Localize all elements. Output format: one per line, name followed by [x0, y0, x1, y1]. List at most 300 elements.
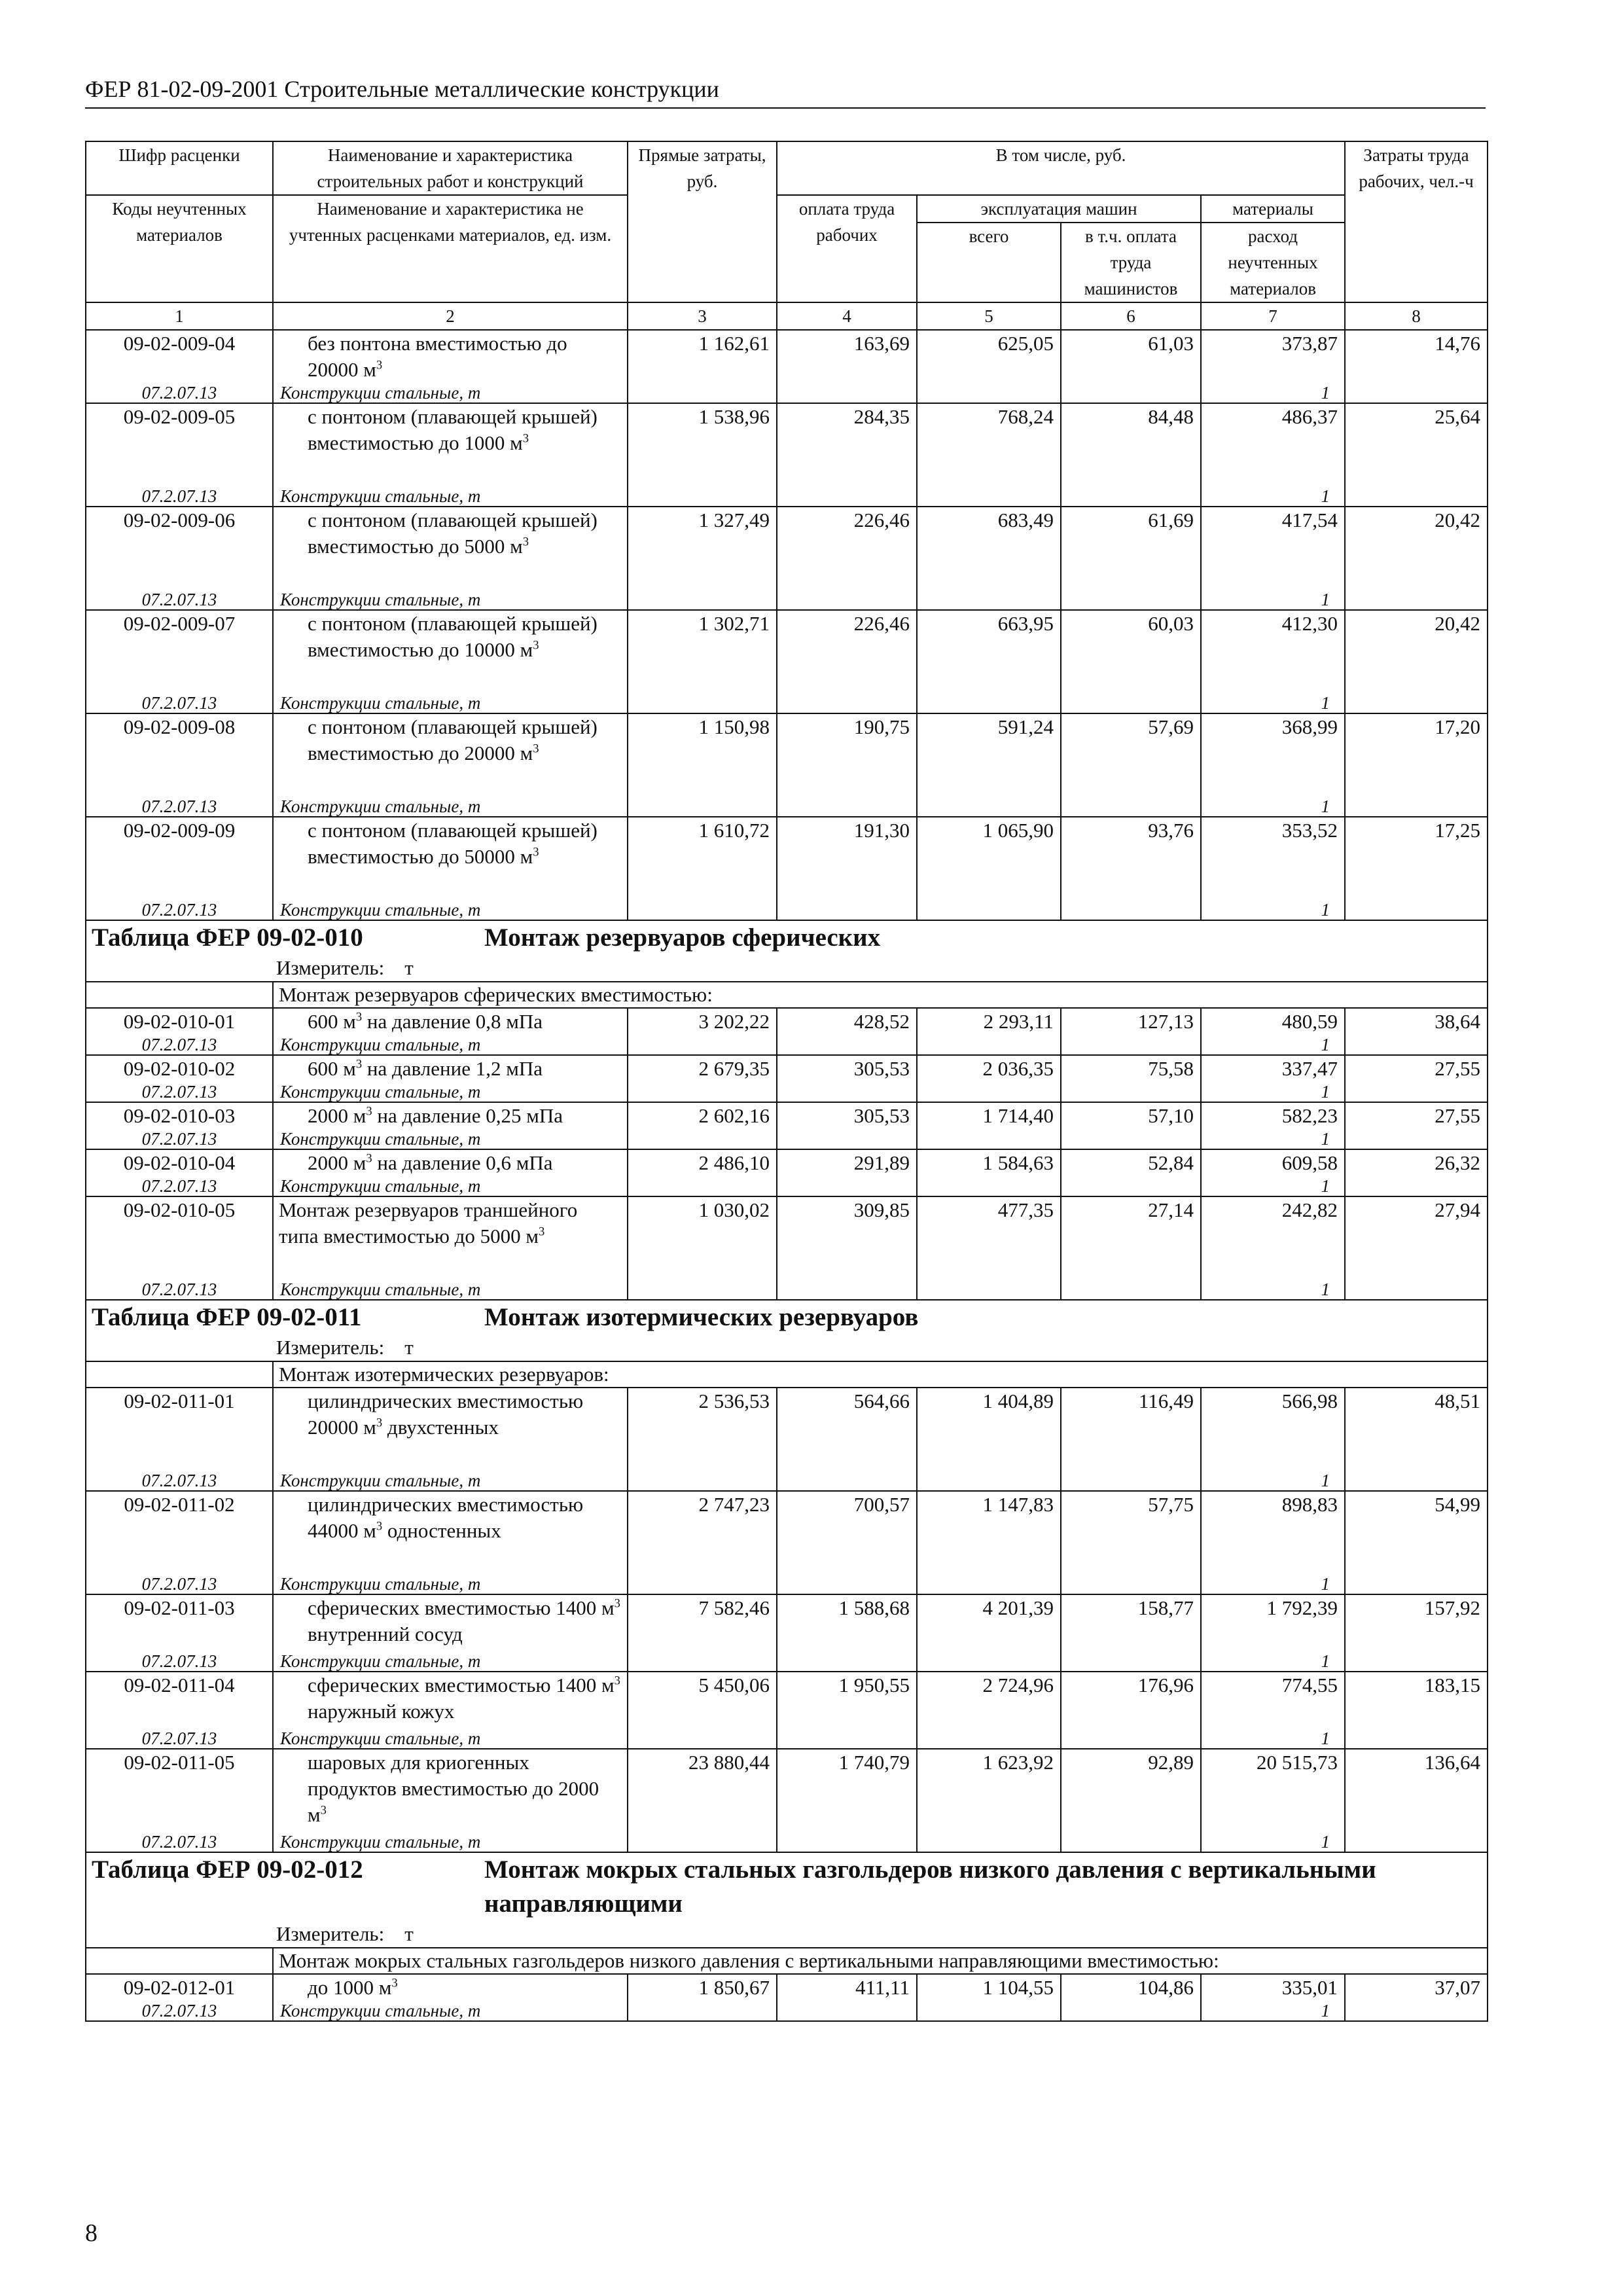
- material-code: 07.2.07.13: [86, 1574, 273, 1594]
- rate-value-c8: 20,42: [1345, 610, 1488, 693]
- empty-cell: [1061, 383, 1201, 403]
- rate-code: 09-02-009-07: [86, 610, 273, 693]
- empty-cell: [917, 900, 1061, 920]
- empty-cell: [628, 1082, 777, 1102]
- rate-value-c7: 368,99: [1201, 713, 1345, 797]
- rate-value-c8: 17,25: [1345, 817, 1488, 900]
- material-name: Конструкции стальные, т: [273, 2001, 628, 2021]
- rate-value-c7: 480,59: [1201, 1008, 1345, 1035]
- work-name: [273, 1672, 628, 1729]
- empty-cell: [777, 1574, 917, 1594]
- material-row: [86, 383, 1488, 403]
- empty-cell: [917, 797, 1061, 817]
- rate-value-c8: 48,51: [1345, 1388, 1488, 1471]
- material-row: [86, 1471, 1488, 1491]
- rate-value-c4: 305,53: [777, 1055, 917, 1082]
- empty-cell: [777, 693, 917, 713]
- material-row: [86, 1574, 1488, 1594]
- rate-code: 09-02-011-03: [86, 1594, 273, 1651]
- empty-cell: [628, 486, 777, 507]
- empty-cell: [917, 2001, 1061, 2021]
- rate-code: 09-02-009-04: [86, 330, 273, 383]
- rate-code: 09-02-010-03: [86, 1102, 273, 1129]
- work-name: [273, 1594, 628, 1651]
- empty-cell: [777, 486, 917, 507]
- rate-code: 09-02-010-04: [86, 1149, 273, 1176]
- rate-value-c3: 1 162,61: [628, 330, 777, 383]
- work-name: [273, 1388, 628, 1471]
- page-number: 8: [85, 2219, 98, 2247]
- group-title: Монтаж изотермических резервуаров:: [273, 1361, 1488, 1388]
- rate-value-c6: 158,77: [1061, 1594, 1201, 1651]
- work-name-text: с понтоном (плавающей крышей) вместимостью до 10000 м: [308, 612, 597, 661]
- empty-cell: [1061, 1471, 1201, 1491]
- rate-value-c4: 700,57: [777, 1491, 917, 1574]
- col-number: 4: [777, 302, 917, 330]
- rate-value-c5: 1 714,40: [917, 1102, 1061, 1129]
- rate-value-c8: 20,42: [1345, 507, 1488, 590]
- rate-value-c3: 23 880,44: [628, 1749, 777, 1832]
- empty-cell: [777, 1280, 917, 1300]
- page-header: [85, 73, 1486, 109]
- rates-table: [85, 141, 1488, 2022]
- rate-value-c5: 2 293,11: [917, 1008, 1061, 1035]
- rate-value-c8: 25,64: [1345, 403, 1488, 486]
- rate-row: [86, 330, 1488, 383]
- empty-cell: [628, 693, 777, 713]
- material-row: [86, 1651, 1488, 1672]
- unit-exponent: 3: [539, 1225, 545, 1239]
- empty-cell: [917, 486, 1061, 507]
- rate-value-c5: 1 623,92: [917, 1749, 1061, 1832]
- work-name: [273, 1749, 628, 1832]
- head-col3: Прямые затраты, руб.: [628, 141, 777, 302]
- work-name-text: с понтоном (плавающей крышей) вместимостью до 50000 м: [308, 819, 597, 868]
- empty-cell: [1345, 1471, 1488, 1491]
- rate-value-c3: 3 202,22: [628, 1008, 777, 1035]
- material-qty: 1: [1201, 900, 1345, 920]
- unit-label: Измеритель:: [276, 956, 385, 979]
- rate-value-c7: 353,52: [1201, 817, 1345, 900]
- empty-cell: [1345, 1129, 1488, 1149]
- material-name: Конструкции стальные, т: [273, 1651, 628, 1672]
- head-col2-top: Наименование и характеристика строительных работ и конструкций: [273, 141, 628, 195]
- empty-cell: [1061, 486, 1201, 507]
- empty-cell: [628, 1574, 777, 1594]
- empty-cell: [1061, 900, 1201, 920]
- table-012-group-row: [86, 1948, 1488, 1974]
- rate-value-c6: 93,76: [1061, 817, 1201, 900]
- empty-cell: [628, 590, 777, 610]
- rate-value-c5: 1 584,63: [917, 1149, 1061, 1176]
- empty-cell: [1345, 383, 1488, 403]
- rate-value-c3: 1 302,71: [628, 610, 777, 693]
- material-code: 07.2.07.13: [86, 797, 273, 817]
- rate-row: [86, 1102, 1488, 1129]
- empty-cell: [628, 1729, 777, 1749]
- unit-exponent: 3: [391, 1976, 398, 1990]
- material-code: 07.2.07.13: [86, 1082, 273, 1102]
- rate-value-c7: 566,98: [1201, 1388, 1345, 1471]
- material-name: Конструкции стальные, т: [273, 1035, 628, 1055]
- rate-value-c4: 305,53: [777, 1102, 917, 1129]
- unit-exponent: 3: [355, 1057, 363, 1071]
- work-name-text: 600 м: [308, 1057, 356, 1080]
- work-name-text-tail: на давление 0,8 мПа: [362, 1010, 543, 1033]
- rate-code: 09-02-010-02: [86, 1055, 273, 1082]
- empty-cell: [1061, 1035, 1201, 1055]
- material-row: [86, 1082, 1488, 1102]
- rate-value-c5: 2 724,96: [917, 1672, 1061, 1729]
- header-row-2: [86, 195, 1488, 223]
- material-name: Конструкции стальные, т: [273, 1280, 628, 1300]
- rate-row: [86, 713, 1488, 797]
- rate-value-c6: 27,14: [1061, 1196, 1201, 1280]
- rate-value-c4: 226,46: [777, 610, 917, 693]
- material-code: 07.2.07.13: [86, 1129, 273, 1149]
- empty-cell: [917, 1471, 1061, 1491]
- work-name-text: Монтаж резервуаров траншейного типа вместимостью до 5000 м: [279, 1198, 578, 1247]
- table-012-number: Таблица ФЕР 09-02-012: [92, 1856, 363, 1884]
- empty-cell: [777, 590, 917, 610]
- table-011-name: Монтаж изотермических резервуаров: [484, 1303, 919, 1331]
- rate-value-c7: 242,82: [1201, 1196, 1345, 1280]
- rate-value-c6: 61,69: [1061, 507, 1201, 590]
- material-qty: 1: [1201, 1729, 1345, 1749]
- rate-row: [86, 403, 1488, 486]
- rate-value-c4: 564,66: [777, 1388, 917, 1471]
- rate-row: [86, 1196, 1488, 1280]
- work-name-text: сферических вместимостью 1400 м: [308, 1596, 615, 1619]
- work-name: [273, 1102, 628, 1129]
- work-name-text-tail: наружный кожух: [308, 1700, 455, 1723]
- unit-exponent: 3: [376, 1519, 383, 1534]
- rate-code: 09-02-011-05: [86, 1749, 273, 1832]
- col-number: 1: [86, 302, 273, 330]
- rate-value-c3: 2 536,53: [628, 1388, 777, 1471]
- empty-cell: [777, 1651, 917, 1672]
- table-010-unit-row: [86, 955, 1488, 982]
- rate-value-c5: 4 201,39: [917, 1594, 1061, 1651]
- table-010-number: Таблица ФЕР 09-02-010: [92, 924, 363, 952]
- material-code: 07.2.07.13: [86, 486, 273, 507]
- rate-value-c8: 157,92: [1345, 1594, 1488, 1651]
- head-col5: всего: [917, 223, 1061, 302]
- unit-value: т: [404, 1336, 414, 1359]
- col-number: 2: [273, 302, 628, 330]
- material-qty: 1: [1201, 1832, 1345, 1852]
- empty-cell: [777, 2001, 917, 2021]
- empty-cell: [628, 1471, 777, 1491]
- head-col8: Затраты труда рабочих, чел.-ч: [1345, 141, 1488, 302]
- empty-cell: [777, 797, 917, 817]
- material-code: 07.2.07.13: [86, 1176, 273, 1196]
- rate-value-c7: 1 792,39: [1201, 1594, 1345, 1651]
- rate-code: 09-02-011-01: [86, 1388, 273, 1471]
- unit-exponent: 3: [614, 1674, 620, 1688]
- rate-code: 09-02-009-05: [86, 403, 273, 486]
- rate-value-c3: 2 747,23: [628, 1491, 777, 1574]
- head-incl: В том числе, руб.: [777, 141, 1345, 195]
- rate-code: 09-02-011-04: [86, 1672, 273, 1729]
- rate-value-c6: 57,10: [1061, 1102, 1201, 1129]
- empty-cell: [1345, 1729, 1488, 1749]
- rate-value-c3: 1 850,67: [628, 1974, 777, 2001]
- table-012-name: Монтаж мокрых стальных газгольдеров низкого давления с вертикальными направляющими: [484, 1856, 1376, 1918]
- rate-value-c7: 337,47: [1201, 1055, 1345, 1082]
- material-qty: 1: [1201, 1471, 1345, 1491]
- empty-cell: [1061, 797, 1201, 817]
- empty-cell: [1061, 1082, 1201, 1102]
- material-code: 07.2.07.13: [86, 1035, 273, 1055]
- empty-cell: [917, 693, 1061, 713]
- material-qty: 1: [1201, 590, 1345, 610]
- rate-value-c4: 291,89: [777, 1149, 917, 1176]
- rate-value-c6: 116,49: [1061, 1388, 1201, 1471]
- rate-row: [86, 1594, 1488, 1651]
- rate-value-c3: 1 538,96: [628, 403, 777, 486]
- material-row: [86, 693, 1488, 713]
- material-name: Конструкции стальные, т: [273, 1129, 628, 1149]
- empty-cell: [1345, 2001, 1488, 2021]
- work-name: [273, 610, 628, 693]
- material-row: [86, 2001, 1488, 2021]
- material-name: Конструкции стальные, т: [273, 590, 628, 610]
- head-col7: расход неучтенных материалов: [1201, 223, 1345, 302]
- material-name: Конструкции стальные, т: [273, 1729, 628, 1749]
- rate-value-c4: 1 950,55: [777, 1672, 917, 1729]
- work-name-text: 600 м: [308, 1010, 356, 1033]
- work-name: [273, 1491, 628, 1574]
- table-011-number: Таблица ФЕР 09-02-011: [92, 1303, 362, 1331]
- empty-cell: [1345, 1035, 1488, 1055]
- material-row: [86, 590, 1488, 610]
- work-name: [273, 1974, 628, 2001]
- empty-cell: [917, 1574, 1061, 1594]
- empty-cell: [1345, 1574, 1488, 1594]
- work-name: [273, 817, 628, 900]
- empty-cell: [628, 1280, 777, 1300]
- rate-value-c5: 663,95: [917, 610, 1061, 693]
- rate-value-c4: 163,69: [777, 330, 917, 383]
- empty-cell: [628, 2001, 777, 2021]
- material-qty: 1: [1201, 1280, 1345, 1300]
- material-row: [86, 1035, 1488, 1055]
- rate-value-c3: 2 679,35: [628, 1055, 777, 1082]
- material-code: 07.2.07.13: [86, 383, 273, 403]
- empty-cell: [1345, 1651, 1488, 1672]
- empty-cell: [777, 383, 917, 403]
- rate-row: [86, 507, 1488, 590]
- rate-row: [86, 1055, 1488, 1082]
- rate-code: 09-02-012-01: [86, 1974, 273, 2001]
- work-name-text: с понтоном (плавающей крышей) вместимостью до 20000 м: [308, 715, 597, 764]
- empty-cell: [777, 1176, 917, 1196]
- table-011-group-row: [86, 1361, 1488, 1388]
- material-qty: 1: [1201, 2001, 1345, 2021]
- rate-value-c5: 1 147,83: [917, 1491, 1061, 1574]
- group-title: Монтаж резервуаров сферических вместимостью:: [273, 982, 1488, 1008]
- empty-cell: [1345, 1280, 1488, 1300]
- empty-cell: [628, 383, 777, 403]
- empty-cell: [917, 1176, 1061, 1196]
- empty-cell: [628, 900, 777, 920]
- rate-value-c6: 61,03: [1061, 330, 1201, 383]
- rate-row: [86, 817, 1488, 900]
- rate-value-c4: 284,35: [777, 403, 917, 486]
- col-number: 6: [1061, 302, 1201, 330]
- table-011-unit-row: [86, 1335, 1488, 1361]
- rate-value-c7: 582,23: [1201, 1102, 1345, 1129]
- col-number: 7: [1201, 302, 1345, 330]
- unit-label: Измеритель:: [276, 1922, 385, 1945]
- rate-value-c8: 54,99: [1345, 1491, 1488, 1574]
- rate-value-c5: 2 036,35: [917, 1055, 1061, 1082]
- material-code: 07.2.07.13: [86, 1832, 273, 1852]
- rate-value-c4: 191,30: [777, 817, 917, 900]
- empty-cell: [777, 1129, 917, 1149]
- table-012-title-row: [86, 1852, 1488, 1921]
- table-010-title-row: [86, 920, 1488, 955]
- empty-cell: [628, 1651, 777, 1672]
- empty-cell: [628, 1129, 777, 1149]
- empty-cell: [917, 1729, 1061, 1749]
- rate-value-c8: 17,20: [1345, 713, 1488, 797]
- work-name: [273, 330, 628, 383]
- rate-value-c7: 20 515,73: [1201, 1749, 1345, 1832]
- empty-cell: [628, 1035, 777, 1055]
- empty-cell: [628, 797, 777, 817]
- empty-cell: [1345, 486, 1488, 507]
- rate-row: [86, 1491, 1488, 1574]
- material-row: [86, 1280, 1488, 1300]
- rate-value-c8: 37,07: [1345, 1974, 1488, 2001]
- table-011-title-row: [86, 1300, 1488, 1335]
- material-name: Конструкции стальные, т: [273, 383, 628, 403]
- material-qty: 1: [1201, 1129, 1345, 1149]
- head-machines: эксплуатация машин: [917, 195, 1201, 223]
- rate-row: [86, 610, 1488, 693]
- material-qty: 1: [1201, 1176, 1345, 1196]
- empty-cell: [1061, 1129, 1201, 1149]
- work-name-text: шаровых для криогенных продуктов вместимостью до 2000 м: [308, 1751, 599, 1826]
- rate-code: 09-02-009-06: [86, 507, 273, 590]
- col-number: 8: [1345, 302, 1488, 330]
- unit-value: т: [404, 1922, 414, 1945]
- material-qty: 1: [1201, 1082, 1345, 1102]
- material-code: 07.2.07.13: [86, 1471, 273, 1491]
- empty-cell: [917, 1035, 1061, 1055]
- empty-cell: [917, 590, 1061, 610]
- unit-value: т: [404, 956, 414, 979]
- empty-cell: [917, 1129, 1061, 1149]
- material-qty: 1: [1201, 797, 1345, 817]
- rate-value-c8: 27,55: [1345, 1102, 1488, 1129]
- column-numbers-row: [86, 302, 1488, 330]
- rate-value-c4: 226,46: [777, 507, 917, 590]
- unit-exponent: 3: [533, 845, 539, 859]
- empty-cell: [917, 1832, 1061, 1852]
- rate-value-c3: 2 602,16: [628, 1102, 777, 1129]
- empty-cell: [1061, 1729, 1201, 1749]
- work-name: [273, 507, 628, 590]
- rate-value-c7: 412,30: [1201, 610, 1345, 693]
- rate-value-c4: 1 588,68: [777, 1594, 917, 1651]
- empty-cell: [1061, 1574, 1201, 1594]
- work-name-text: цилиндрических вместимостью 20000 м: [308, 1390, 584, 1439]
- rate-code: 09-02-010-01: [86, 1008, 273, 1035]
- rate-value-c3: 1 030,02: [628, 1196, 777, 1280]
- rate-code: 09-02-011-02: [86, 1491, 273, 1574]
- empty-cell: [1061, 1832, 1201, 1852]
- rate-value-c7: 417,54: [1201, 507, 1345, 590]
- work-name: [273, 403, 628, 486]
- unit-exponent: 3: [355, 1010, 363, 1024]
- material-code: 07.2.07.13: [86, 1729, 273, 1749]
- rate-value-c5: 477,35: [917, 1196, 1061, 1280]
- empty-cell: [1345, 1176, 1488, 1196]
- material-name: Конструкции стальные, т: [273, 1082, 628, 1102]
- material-qty: 1: [1201, 693, 1345, 713]
- work-name: [273, 1008, 628, 1035]
- head-col1-top: Шифр расценки: [86, 141, 273, 195]
- empty-cell: [1345, 900, 1488, 920]
- rate-value-c7: 486,37: [1201, 403, 1345, 486]
- rate-code: 09-02-009-08: [86, 713, 273, 797]
- rate-value-c6: 75,58: [1061, 1055, 1201, 1082]
- empty-cell: [917, 1280, 1061, 1300]
- material-code: 07.2.07.13: [86, 693, 273, 713]
- material-row: [86, 1832, 1488, 1852]
- empty-cell: [777, 1832, 917, 1852]
- unit-exponent: 3: [522, 535, 529, 549]
- rate-value-c3: 1 150,98: [628, 713, 777, 797]
- unit-exponent: 3: [366, 1151, 372, 1166]
- unit-exponent: 3: [533, 638, 539, 653]
- head-col6: в т.ч. оплата труда машинистов: [1061, 223, 1201, 302]
- work-name: [273, 1149, 628, 1176]
- material-name: Конструкции стальные, т: [273, 900, 628, 920]
- work-name-text-tail: на давление 0,6 мПа: [372, 1151, 553, 1174]
- rate-value-c5: 1 104,55: [917, 1974, 1061, 2001]
- empty-cell: [1345, 693, 1488, 713]
- rate-value-c6: 60,03: [1061, 610, 1201, 693]
- rate-value-c5: 591,24: [917, 713, 1061, 797]
- empty-cell: [1061, 2001, 1201, 2021]
- empty-cell: [628, 1832, 777, 1852]
- rate-value-c7: 335,01: [1201, 1974, 1345, 2001]
- rate-row: [86, 1672, 1488, 1729]
- material-name: Конструкции стальные, т: [273, 1176, 628, 1196]
- group-title: Монтаж мокрых стальных газгольдеров низкого давления с вертикальными направляющими вместимостью:: [273, 1948, 1488, 1974]
- rate-value-c3: 2 486,10: [628, 1149, 777, 1176]
- work-name: [273, 1196, 628, 1280]
- rate-value-c7: 898,83: [1201, 1491, 1345, 1574]
- rate-code: 09-02-009-09: [86, 817, 273, 900]
- rate-value-c4: 1 740,79: [777, 1749, 917, 1832]
- material-row: [86, 1176, 1488, 1196]
- rate-value-c8: 27,55: [1345, 1055, 1488, 1082]
- empty-cell: [628, 1176, 777, 1196]
- rate-value-c8: 38,64: [1345, 1008, 1488, 1035]
- empty-cell: [1345, 797, 1488, 817]
- material-row: [86, 900, 1488, 920]
- rate-value-c6: 84,48: [1061, 403, 1201, 486]
- rate-row: [86, 1388, 1488, 1471]
- unit-exponent: 3: [522, 431, 529, 446]
- work-name-text-tail: двухстенных: [382, 1416, 499, 1439]
- empty-cell: [917, 383, 1061, 403]
